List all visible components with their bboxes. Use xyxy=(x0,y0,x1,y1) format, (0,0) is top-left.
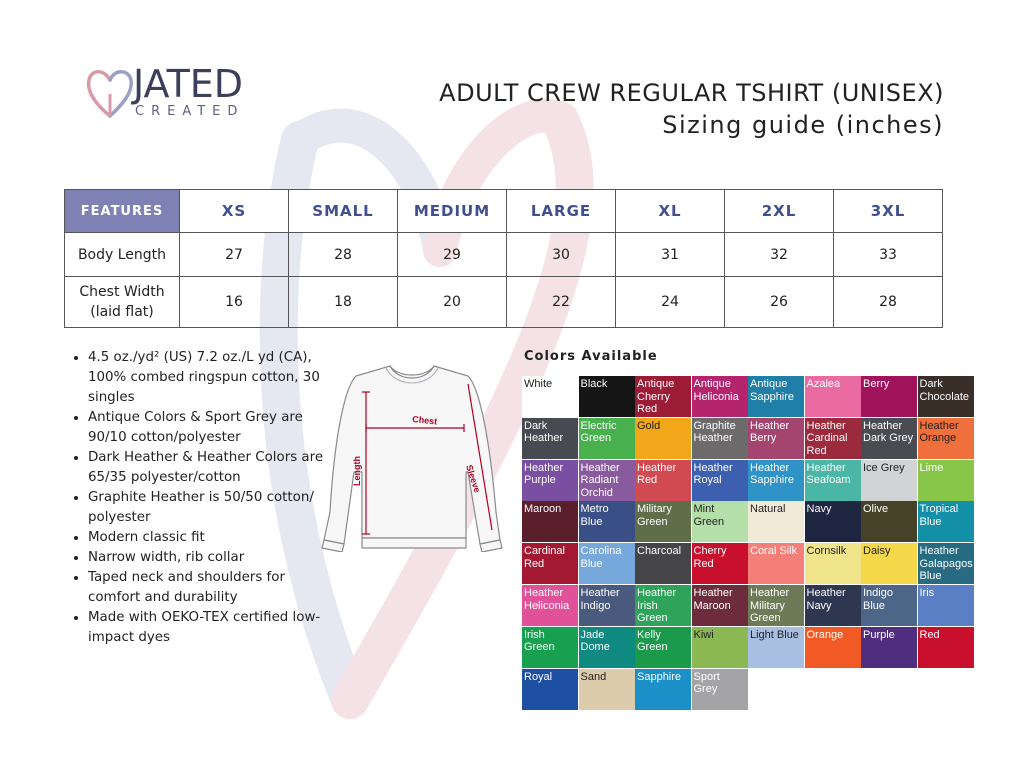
list-item: • Dark Heather & Heather Colors are 65/35 polyester/cotton xyxy=(88,448,328,488)
color-swatch-heather-irish-green: Heather Irish Green xyxy=(635,585,691,626)
color-swatch-cherry-red: Cherry Red xyxy=(692,543,748,584)
color-swatch-white: White xyxy=(522,376,578,417)
header-small: SMALL xyxy=(289,190,398,233)
table-cell: 24 xyxy=(616,277,725,328)
color-swatch-military-green: Military Green xyxy=(635,501,691,542)
color-swatch-gold: Gold xyxy=(635,418,691,459)
color-swatch-purple: Purple xyxy=(861,627,917,668)
color-swatch-olive: Olive xyxy=(861,501,917,542)
color-swatch-coral-silk: Coral Silk xyxy=(748,543,804,584)
table-cell: 32 xyxy=(725,233,834,277)
color-swatch-navy: Navy xyxy=(805,501,861,542)
table-row-chest-width xyxy=(65,277,943,328)
logo xyxy=(85,62,285,124)
color-swatch-black: Black xyxy=(579,376,635,417)
color-swatch-heather-military-green: Heather Military Green xyxy=(748,585,804,626)
color-swatch-sand: Sand xyxy=(579,669,635,710)
color-swatch-natural: Natural xyxy=(748,501,804,542)
size-table-header xyxy=(65,190,943,233)
color-swatch-electric-green: Electric Green xyxy=(579,418,635,459)
color-swatch-sapphire: Sapphire xyxy=(635,669,691,710)
color-swatch-daisy: Daisy xyxy=(861,543,917,584)
color-swatch-antique-sapphire: Antique Sapphire xyxy=(748,376,804,417)
header-large: LARGE xyxy=(507,190,616,233)
logo-wordmark: JATED xyxy=(133,62,244,106)
table-cell: 18 xyxy=(289,277,398,328)
list-item: • Narrow width, rib collar xyxy=(88,548,328,568)
header-xs: XS xyxy=(180,190,289,233)
row-label: Body Length xyxy=(65,233,180,277)
color-swatch-heather-sapphire: Heather Sapphire xyxy=(748,460,804,501)
color-swatch-tropical-blue: Tropical Blue xyxy=(918,501,974,542)
sleeve-label: Sleeve xyxy=(464,463,483,494)
product-title: ADULT CREW REGULAR TSHIRT (UNISEX) xyxy=(439,79,944,107)
color-swatch-heather-royal: Heather Royal xyxy=(692,460,748,501)
table-cell: 28 xyxy=(289,233,398,277)
list-item: • Antique Colors & Sport Grey are 90/10 cotton/polyester xyxy=(88,408,328,448)
color-swatch-heather-navy: Heather Navy xyxy=(805,585,861,626)
color-swatch-heather-purple: Heather Purple xyxy=(522,460,578,501)
heart-logo-icon xyxy=(85,64,135,120)
table-cell: 16 xyxy=(180,277,289,328)
color-swatch-heather-berry: Heather Berry xyxy=(748,418,804,459)
row-label xyxy=(65,277,180,328)
size-table xyxy=(64,189,943,328)
color-swatch-azalea: Azalea xyxy=(805,376,861,417)
header-medium: MEDIUM xyxy=(398,190,507,233)
chest-label: Chest xyxy=(411,414,438,427)
table-cell: 27 xyxy=(180,233,289,277)
color-swatch-royal: Royal xyxy=(522,669,578,710)
table-cell: 31 xyxy=(616,233,725,277)
color-swatch-light-blue: Light Blue xyxy=(748,627,804,668)
color-swatch-dark-heather: Dark Heather xyxy=(522,418,578,459)
color-swatch-heather-seafoam: Heather Seafoam xyxy=(805,460,861,501)
color-swatch-sport-grey: Sport Grey xyxy=(692,669,748,710)
feature-list xyxy=(68,348,328,648)
sweatshirt-diagram xyxy=(318,362,504,552)
table-row-body-length xyxy=(65,233,943,277)
table-cell: 29 xyxy=(398,233,507,277)
color-swatch-heather-cardinal-red: Heather Cardinal Red xyxy=(805,418,861,459)
color-swatch-irish-green: Irish Green xyxy=(522,627,578,668)
color-swatch-jade-dome: Jade Dome xyxy=(579,627,635,668)
header-3xl: 3XL xyxy=(834,190,943,233)
color-swatch-mint-green: Mint Green xyxy=(692,501,748,542)
color-swatch-maroon: Maroon xyxy=(522,501,578,542)
color-swatch-heather-radiant-orchid: Heather Radiant Orchid xyxy=(579,460,635,501)
header-2xl: 2XL xyxy=(725,190,834,233)
color-swatch-dark-chocolate: Dark Chocolate xyxy=(918,376,974,417)
color-swatch-cornsilk: Cornsilk xyxy=(805,543,861,584)
color-swatch-heather-dark-grey: Heather Dark Grey xyxy=(861,418,917,459)
header-features: FEATURES xyxy=(65,190,180,233)
color-swatch-kiwi: Kiwi xyxy=(692,627,748,668)
color-swatch-cardinal-red: Cardinal Red xyxy=(522,543,578,584)
table-cell: 30 xyxy=(507,233,616,277)
header-xl: XL xyxy=(616,190,725,233)
list-item: • Graphite Heather is 50/50 cotton/ polyester xyxy=(88,488,328,528)
color-swatch-metro-blue: Metro Blue xyxy=(579,501,635,542)
color-swatch-iris: Iris xyxy=(918,585,974,626)
color-swatch-heather-orange: Heather Orange xyxy=(918,418,974,459)
color-swatch-indigo-blue: Indigo Blue xyxy=(861,585,917,626)
color-swatch-heather-galapagos-blue: Heather Galapagos Blue xyxy=(919,545,973,583)
list-item: • Modern classic fit xyxy=(88,528,328,548)
length-label: Length xyxy=(352,456,362,486)
table-cell: 33 xyxy=(834,233,943,277)
list-item: • Taped neck and shoulders for comfort and durability xyxy=(88,568,328,608)
color-swatch-heather-maroon: Heather Maroon xyxy=(692,585,748,626)
logo-subtitle: CREATED xyxy=(135,104,245,119)
guide-subtitle: Sizing guide (inches) xyxy=(662,111,944,139)
color-swatch-antique-cherry-red: Antique Cherry Red xyxy=(635,376,691,417)
color-swatch-grid xyxy=(522,376,972,710)
colors-heading: Colors Available xyxy=(524,349,658,364)
color-swatch-ice-grey: Ice Grey xyxy=(861,460,917,501)
list-item: • 4.5 oz./yd² (US) 7.2 oz./L yd (CA), 100% combed ringspun cotton, 30 singles xyxy=(88,348,328,408)
color-swatch-heather-heliconia: Heather Heliconia xyxy=(522,585,578,626)
color-swatch-lime: Lime xyxy=(918,460,974,501)
page-title xyxy=(439,78,944,142)
color-swatch-heather-red: Heather Red xyxy=(635,460,691,501)
list-item: • Made with OEKO-TEX certified low-impact dyes xyxy=(88,608,328,648)
row-label-line1: Chest Width xyxy=(79,284,165,300)
color-swatch-charcoal: Charcoal xyxy=(635,543,691,584)
color-swatch-orange: Orange xyxy=(805,627,861,668)
table-cell: 28 xyxy=(834,277,943,328)
color-swatch-carolina-blue: Carolina Blue xyxy=(579,543,635,584)
table-cell: 22 xyxy=(507,277,616,328)
row-label-line2: (laid flat) xyxy=(90,304,154,320)
color-swatch-berry: Berry xyxy=(861,376,917,417)
color-swatch-antique-heliconia: Antique Heliconia xyxy=(692,376,748,417)
table-cell: 20 xyxy=(398,277,507,328)
color-swatch-red: Red xyxy=(918,627,974,668)
color-swatch-kelly-green: Kelly Green xyxy=(635,627,691,668)
color-swatch-heather-indigo: Heather Indigo xyxy=(579,585,635,626)
color-swatch-graphite-heather: Graphite Heather xyxy=(692,418,748,459)
table-cell: 26 xyxy=(725,277,834,328)
